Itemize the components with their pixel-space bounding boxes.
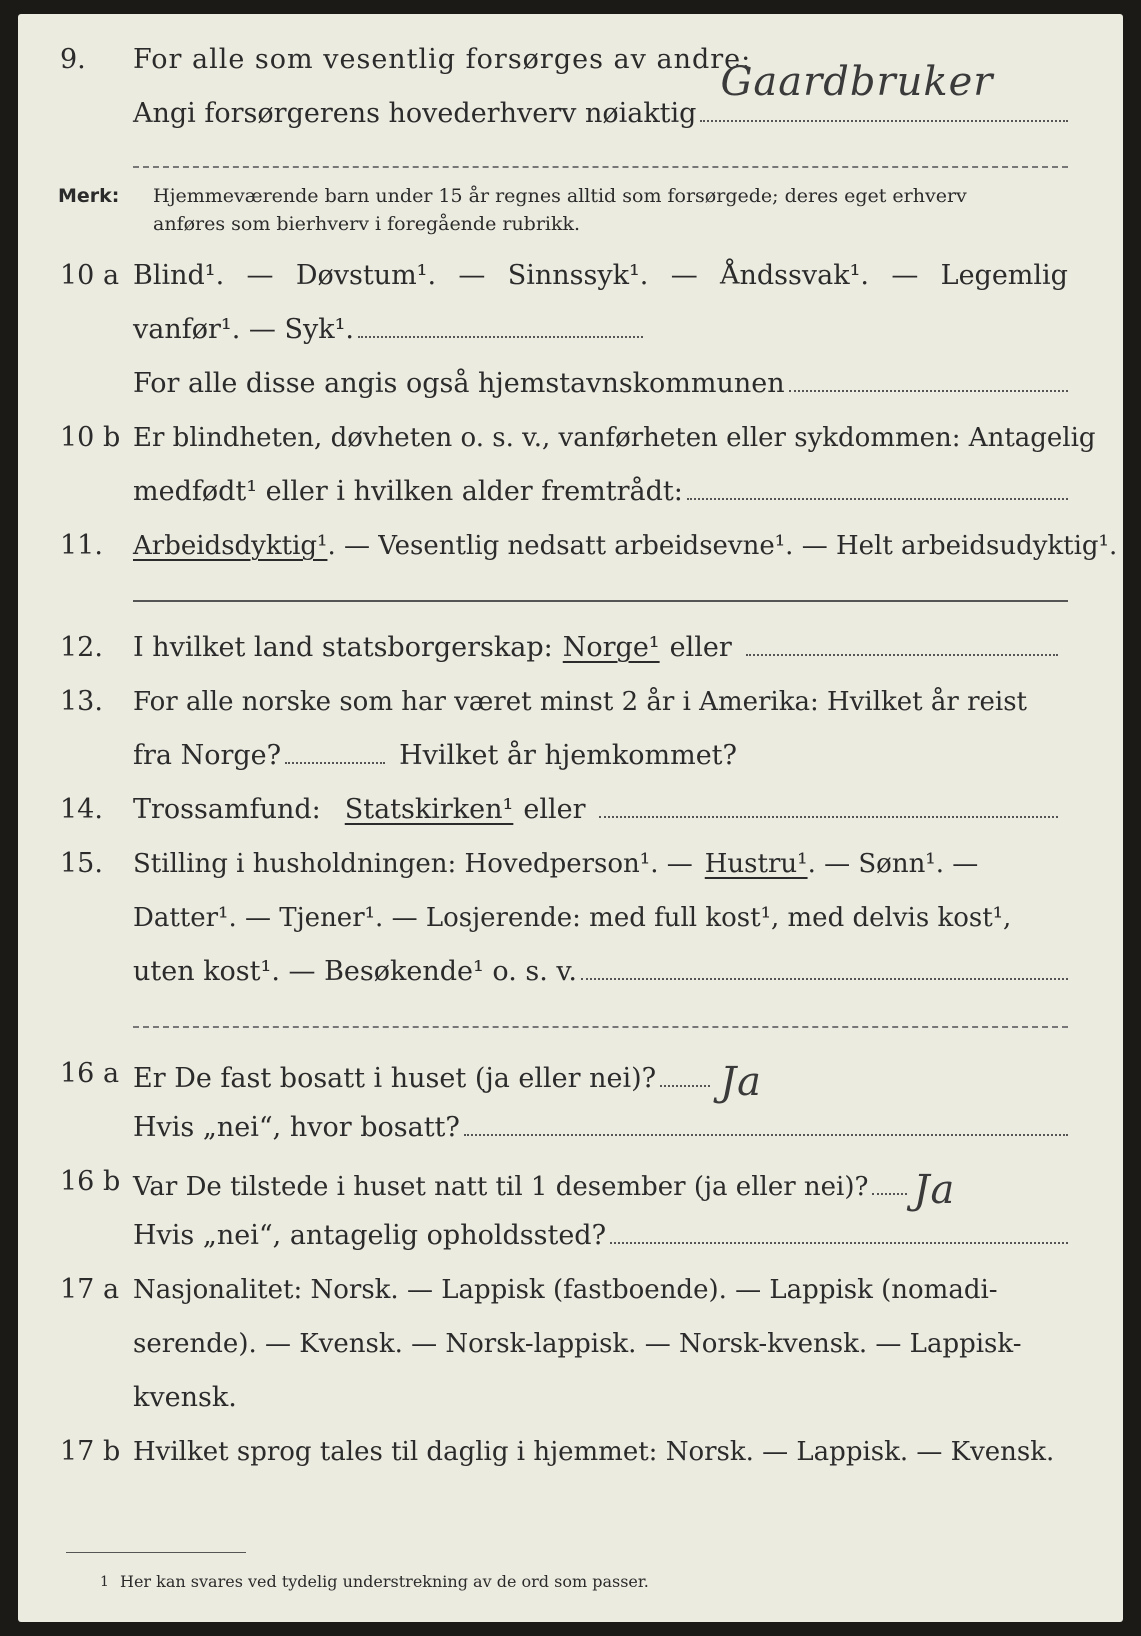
q17a-text2: serende). — Kvensk. — Norsk-lappisk. — Norsk-kvensk. — Lappisk- (133, 1329, 1022, 1359)
q13-text2b: Hvilket år hjemkommet? (399, 740, 738, 771)
q11-rest: . — Vesentlig nedsatt arbeidsevne¹. — Helt arbeidsudyktig¹. (327, 531, 1118, 561)
opt-legemlig: Legemlig (940, 260, 1068, 291)
q11-number: 11. (60, 530, 103, 561)
q10a-field1[interactable] (358, 316, 643, 338)
q15-text3: uten kost¹. — Besøkende¹ o. s. v. (133, 956, 578, 987)
q15-text1b: . — Sønn¹. — (807, 849, 979, 879)
q11-extra-line (133, 600, 1068, 602)
q13-field-reist[interactable] (285, 742, 385, 764)
q12-option-norge: Norge¹ (562, 632, 660, 663)
q15-option-hustru: Hustru¹ (704, 849, 808, 879)
q16b-number: 16 b (60, 1166, 121, 1197)
q10b-text1: Er blindheten, døvheten o. s. v., vanførheten eller sykdommen: Antagelig (133, 423, 1096, 453)
merk-label: Merk: (58, 185, 120, 207)
q15-number: 15. (60, 848, 103, 879)
q10b-text2: medfødt¹ eller i hvilken alder fremtrådt: (133, 476, 683, 507)
q16a-number: 16 a (60, 1058, 120, 1089)
q9-handwritten-answer: Gaardbruker (720, 59, 994, 105)
q10a-field2[interactable] (789, 370, 1068, 392)
merk-text2: anføres som bierhverv i foregående rubrikk. (153, 213, 581, 235)
q16b-handwritten-answer: Ja (913, 1167, 956, 1213)
q14-field[interactable] (599, 796, 1058, 818)
q9-number: 9. (60, 44, 86, 75)
q17b-number: 17 b (60, 1436, 121, 1467)
q16b-field[interactable] (872, 1173, 907, 1195)
q15-text1a: Stilling i husholdningen: Hovedperson¹. — (133, 849, 693, 879)
q14-eller: eller (523, 794, 586, 825)
q9-extra-line (133, 166, 1068, 168)
q16b-text2: Hvis „nei“, antagelig opholdssted? (133, 1220, 607, 1251)
q10b-number: 10 b (60, 422, 121, 453)
q14-option-statskirken: Statskirken¹ (344, 794, 514, 825)
q16b-field2[interactable] (610, 1222, 1068, 1244)
q15-text2: Datter¹. — Tjener¹. — Losjerende: med full kost¹, med delvis kost¹, (133, 903, 1012, 933)
q17a-text1: Nasjonalitet: Norsk. — Lappisk (fastboende). — Lappisk (nomadi- (133, 1275, 998, 1305)
q14-number: 14. (60, 794, 103, 825)
q12-field[interactable] (746, 634, 1058, 656)
q9-text2: Angi forsørgerens hovederhverv nøiaktig (133, 98, 697, 129)
q11-option-arbeidsdyktig: Arbeidsdyktig¹ (133, 531, 328, 561)
q17a-text3: kvensk. (133, 1382, 237, 1413)
dash: — (670, 260, 698, 291)
q10a-text2: vanfør¹. — Syk¹. (133, 314, 354, 345)
q16a-text1: Er De fast bosatt i huset (ja eller nei)? (133, 1063, 657, 1094)
q12-text: I hvilket land statsborgerskap: (133, 632, 553, 663)
q12-number: 12. (60, 632, 103, 663)
q9-answer-field[interactable] (700, 59, 1068, 122)
opt-dovstum: Døvstum¹. (295, 260, 437, 291)
q17a-number: 17 a (60, 1274, 120, 1305)
q14-text: Trossamfund: (133, 794, 321, 825)
opt-andssvak: Åndssvak¹. (720, 260, 870, 291)
dash: — (891, 260, 919, 291)
footnote-rule (66, 1552, 246, 1553)
q16a-field2[interactable] (464, 1114, 1068, 1136)
q16a-field[interactable] (660, 1065, 710, 1087)
q15-extra-line (133, 1026, 1068, 1028)
q13-text1: For alle norske som har været minst 2 år i Amerika: Hvilket år reist (133, 687, 1027, 717)
q12-eller: eller (669, 632, 732, 663)
q10a-number: 10 a (60, 260, 120, 291)
opt-blind: Blind¹. (133, 260, 225, 291)
q10a-text3: For alle disse angis også hjemstavnskommunen (133, 368, 785, 399)
q13-number: 13. (60, 686, 103, 717)
merk-text1: Hjemmeværende barn under 15 år regnes alltid som forsørgede; deres eget erhverv (153, 185, 967, 207)
dash: — (458, 260, 486, 291)
q10b-field[interactable] (687, 478, 1068, 500)
opt-sinnssyk: Sinnssyk¹. (507, 260, 649, 291)
q16a-text2: Hvis „nei“, hvor bosatt? (133, 1112, 460, 1143)
q17b-text1: Hvilket sprog tales til daglig i hjemmet: Norsk. — Lappisk. — Kvensk. (133, 1437, 1055, 1467)
q16a-handwritten-answer: Ja (720, 1059, 763, 1105)
q16b-text1: Var De tilstede i huset natt til 1 desember (ja eller nei)? (133, 1172, 869, 1202)
q13-text2a: fra Norge? (133, 740, 282, 771)
dash: — (246, 260, 274, 291)
q15-field[interactable] (581, 958, 1068, 980)
footnote-text: Her kan svares ved tydelig understrekning av de ord som passer. (120, 1572, 649, 1591)
census-form-page (18, 14, 1123, 1622)
q9-text1: For alle som vesentlig forsørges av andre: (133, 44, 752, 75)
footnote-mark: 1 (100, 1574, 109, 1590)
